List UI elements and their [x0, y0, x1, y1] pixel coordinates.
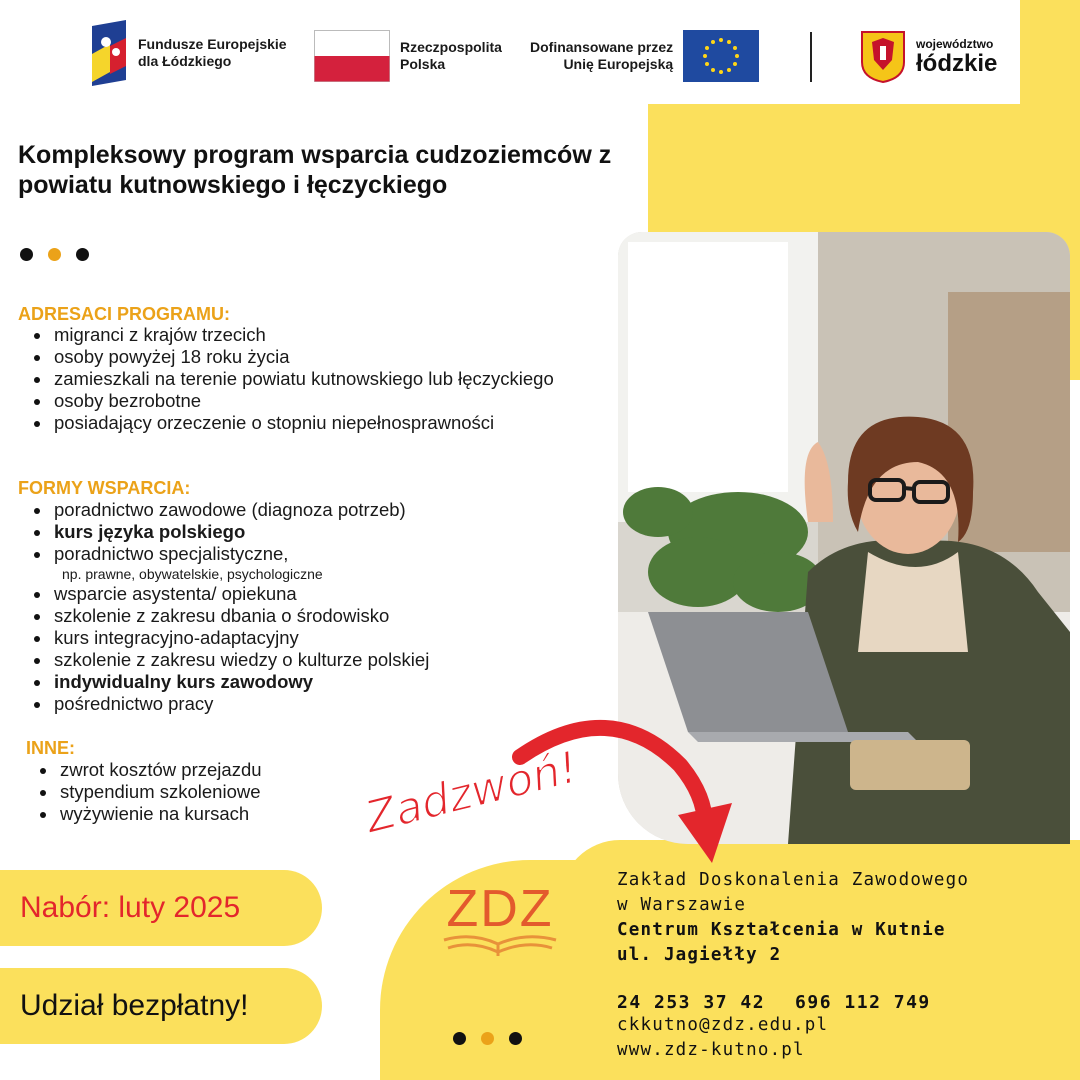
list-item: indywidualny kurs zawodowy: [20, 671, 620, 693]
list-formy: [20, 499, 620, 715]
dot: [481, 1032, 494, 1045]
list-item: poradnictwo specjalistyczne,: [20, 543, 620, 565]
section-heading-formy: FORMY WSPARCIA:: [18, 478, 191, 498]
logo-wojewodztwo-lodzkie: [860, 30, 997, 84]
list-item: kurs integracyjno-adaptacyjny: [20, 627, 620, 649]
list-item: stypendium szkoleniowe: [26, 781, 406, 803]
rp-text-line2: Polska: [400, 56, 446, 72]
dot: [48, 248, 61, 261]
contact-email[interactable]: ckkutno@zdz.edu.pl: [617, 1015, 829, 1035]
logo-rzeczpospolita-polska: [314, 30, 502, 82]
logo-divider: [810, 32, 812, 82]
recruitment-pill: [0, 870, 322, 946]
fe-text-line2: dla Łódzkiego: [138, 53, 232, 69]
page-title: Kompleksowy program wsparcia cudzoziemców z powiatu kutnowskiego i łęczyckiego: [18, 141, 612, 199]
contact-org-line1: Zakład Doskonalenia Zawodowego: [617, 870, 970, 890]
fe-flag-icon: [90, 20, 130, 86]
zdz-logo: [438, 878, 562, 964]
list-item: migranci z krajów trzecich: [20, 324, 620, 346]
list-item: kurs języka polskiego: [20, 521, 620, 543]
lodz-text-small: województwo: [916, 37, 994, 51]
arrow-head-icon: [678, 803, 732, 863]
section-heading-adresaci: ADRESACI PROGRAMU:: [18, 304, 231, 324]
list-item: zwrot kosztów przejazdu: [26, 759, 406, 781]
contact-phone-2[interactable]: 696 112 749: [795, 992, 931, 1013]
contact-phone-1[interactable]: 24 253 37 42: [617, 992, 766, 1013]
list-item: poradnictwo zawodowe (diagnoza potrzeb): [20, 499, 620, 521]
zdz-logo-text: ZDZ: [446, 880, 554, 938]
contact-block: [617, 868, 1057, 1063]
list-item: szkolenie z zakresu dbania o środowisko: [20, 605, 620, 627]
list-item: pośrednictwo pracy: [20, 693, 620, 715]
section-heading-inne: INNE:: [26, 738, 75, 758]
dot: [509, 1032, 522, 1045]
list-item: zamieszkali na terenie powiatu kutnowskiego lub łęczyckiego: [20, 368, 620, 390]
dot: [20, 248, 33, 261]
list-adresaci: [20, 324, 620, 434]
eu-text-line2: Unię Europejską: [563, 56, 674, 72]
decorative-dots-bottom: [453, 1032, 522, 1045]
free-participation-text: Udział bezpłatny!: [20, 989, 249, 1022]
decorative-dots-top: [20, 248, 89, 261]
lodz-text-big: łódzkie: [916, 50, 998, 77]
dot: [76, 248, 89, 261]
list-inne: [26, 759, 406, 825]
polish-flag-icon: [314, 30, 390, 82]
contact-center-name: Centrum Kształcenia w Kutnie: [617, 920, 946, 940]
logo-unia-europejska: [530, 30, 759, 82]
list-item: szkolenie z zakresu wiedzy o kulturze polskiej: [20, 649, 620, 671]
logo-band: [0, 0, 1020, 104]
contact-address: ul. Jagiełły 2: [617, 945, 782, 965]
free-participation-pill: [0, 968, 322, 1044]
recruitment-text: Nabór: luty 2025: [20, 891, 241, 924]
lodzkie-crest-icon: [860, 30, 906, 84]
eu-text-line1: Dofinansowane przez: [530, 39, 674, 55]
list-item: wyżywienie na kursach: [26, 803, 406, 825]
call-arrow-graphic: [360, 705, 740, 865]
list-item: wsparcie asystenta/ opiekuna: [20, 583, 620, 605]
contact-org-line2: w Warszawie: [617, 895, 747, 915]
dot: [453, 1032, 466, 1045]
rp-text-line1: Rzeczpospolita: [400, 39, 502, 55]
logo-fundusze-europejskie: [90, 20, 287, 86]
call-text: Zadzwoń!: [360, 741, 583, 844]
list-item: osoby bezrobotne: [20, 390, 620, 412]
fe-text-line1: Fundusze Europejskie: [138, 36, 287, 52]
contact-website[interactable]: www.zdz-kutno.pl: [617, 1040, 805, 1060]
list-item: posiadający orzeczenie o stopniu niepełnosprawności: [20, 412, 620, 434]
list-item-note: np. prawne, obywatelskie, psychologiczne: [62, 566, 323, 582]
list-item: osoby powyżej 18 roku życia: [20, 346, 620, 368]
eu-flag-icon: [683, 30, 759, 82]
